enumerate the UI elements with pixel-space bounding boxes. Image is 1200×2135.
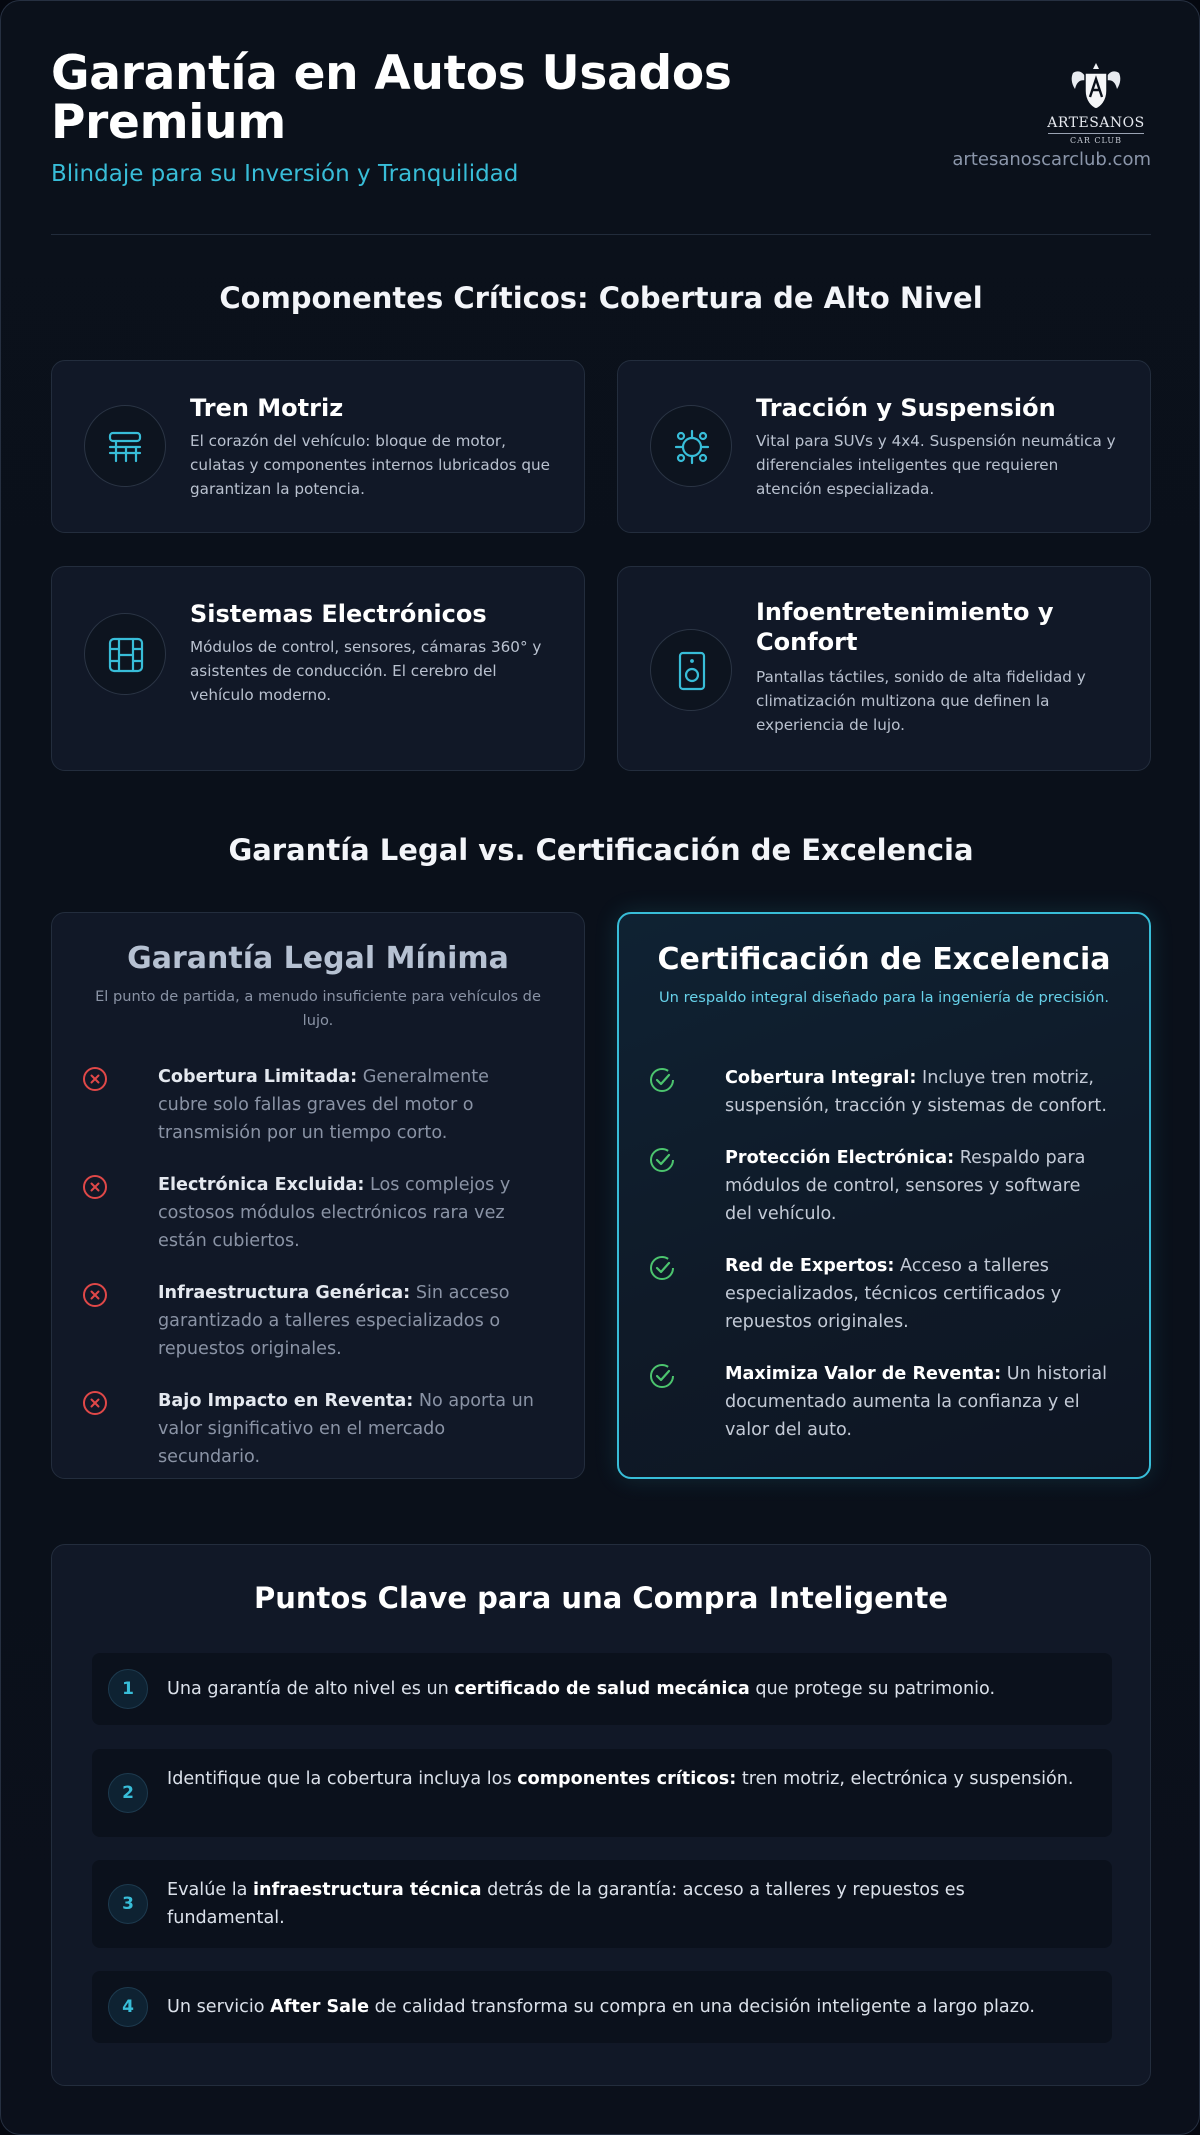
certification-card xyxy=(617,912,1151,1479)
item-label: Bajo Impacto en Reventa: xyxy=(158,1391,414,1411)
component-card-traction xyxy=(617,360,1151,533)
cross-circle-icon xyxy=(82,1066,108,1092)
component-title: Tracción y Suspensión xyxy=(756,394,1056,422)
cert-item xyxy=(649,1252,1109,1336)
component-card-infotainment xyxy=(617,566,1151,771)
logo-name: ARTESANOS xyxy=(1047,115,1145,131)
components-heading: Componentes Críticos: Cobertura de Alto Nivel xyxy=(219,281,983,315)
item-label: Cobertura Limitada: xyxy=(158,1067,358,1087)
step-number: 3 xyxy=(108,1884,148,1924)
component-card-electronics xyxy=(51,566,585,771)
cert-item xyxy=(649,1064,1109,1120)
check-circle-icon xyxy=(649,1067,675,1093)
item-label: Electrónica Excluida: xyxy=(158,1175,365,1195)
item-label: Maximiza Valor de Reventa: xyxy=(725,1364,1002,1384)
cross-circle-icon xyxy=(82,1282,108,1308)
item-text: Sin acceso garantizado a talleres especializados o repuestos originales. xyxy=(158,1283,510,1359)
legal-item xyxy=(82,1387,544,1471)
component-card-powertrain xyxy=(51,360,585,533)
item-text: Acceso a talleres especializados, técnicos certificados y repuestos originales. xyxy=(725,1256,1062,1332)
component-description: Vital para SUVs y 4x4. Suspensión neumática y diferenciales inteligentes que requieren atención especializada. xyxy=(756,432,1116,498)
item-label: Infraestructura Genérica: xyxy=(158,1283,411,1303)
item-text: No aporta un valor significativo en el mercado secundario. xyxy=(158,1391,534,1467)
key-points-heading: Puntos Clave para una Compra Inteligente xyxy=(253,1581,948,1615)
step-text: Un servicio After Sale de calidad transforma su compra en una decisión inteligente a largo plazo. xyxy=(167,1997,1035,2017)
cross-circle-icon xyxy=(82,1390,108,1416)
check-circle-icon xyxy=(649,1363,675,1389)
item-text: Un historial documentado aumenta la confianza y el valor del auto. xyxy=(725,1364,1108,1440)
legal-item xyxy=(82,1171,544,1255)
step-number: 4 xyxy=(108,1987,148,2027)
item-text: Generalmente cubre solo fallas graves del motor o transmisión por un tiempo corto. xyxy=(158,1067,489,1143)
step-number: 1 xyxy=(108,1669,148,1709)
logo-subtitle: CAR CLUB xyxy=(1069,136,1123,145)
component-title: Infoentretenimiento y Confort xyxy=(756,598,1054,656)
page-title: Garantía en Autos Usados Premium xyxy=(51,46,732,150)
legal-warranty-card xyxy=(51,912,585,1479)
engine-icon xyxy=(84,405,166,487)
cert-card-title: Certificación de Excelencia xyxy=(657,942,1111,977)
step-text: Identifique que la cobertura incluya los componentes críticos: tren motriz, electrónica y suspensión. xyxy=(167,1769,1074,1789)
item-label: Cobertura Integral: xyxy=(725,1068,917,1088)
step-text: Evalúe la infraestructura técnica detrás de la garantía: acceso a talleres y repuestos es fundamental. xyxy=(167,1880,965,1928)
legal-item xyxy=(82,1279,544,1363)
step-number: 2 xyxy=(108,1773,148,1813)
key-point-item xyxy=(92,1653,1112,1725)
cert-card-subtitle: Un respaldo integral diseñado para la ingeniería de precisión. xyxy=(659,989,1109,1006)
page-subtitle: Blindaje para su Inversión y Tranquilidad xyxy=(51,161,519,187)
comparison-heading: Garantía Legal vs. Certificación de Excelencia xyxy=(228,833,974,867)
key-point-item xyxy=(92,1860,1112,1948)
cert-item xyxy=(649,1360,1109,1444)
component-title: Sistemas Electrónicos xyxy=(190,600,487,628)
component-description: Pantallas táctiles, sonido de alta fidelidad y climatización multizona que definen la experiencia de lujo. xyxy=(756,668,1086,734)
legal-item xyxy=(82,1063,544,1147)
item-label: Protección Electrónica: xyxy=(725,1148,955,1168)
circuit-board-icon xyxy=(84,613,166,695)
key-point-item xyxy=(92,1971,1112,2043)
legal-card-subtitle: El punto de partida, a menudo insuficiente para vehículos de lujo. xyxy=(95,988,541,1029)
crest-icon xyxy=(1065,59,1127,113)
check-circle-icon xyxy=(649,1255,675,1281)
key-point-item xyxy=(92,1749,1112,1837)
component-description: Módulos de control, sensores, cámaras 360° y asistentes de conducción. El cerebro del vehículo moderno. xyxy=(190,638,542,704)
cert-item xyxy=(649,1144,1109,1228)
speaker-icon xyxy=(650,629,732,711)
cross-circle-icon xyxy=(82,1174,108,1200)
component-title: Tren Motriz xyxy=(190,394,344,422)
logo-rule xyxy=(1048,133,1144,134)
suspension-gear-icon xyxy=(650,405,732,487)
website-link[interactable]: artesanoscarclub.com xyxy=(952,149,1151,170)
item-text: Incluye tren motriz, suspensión, tracción y sistemas de confort. xyxy=(725,1068,1107,1116)
legal-card-title: Garantía Legal Mínima xyxy=(127,941,509,976)
item-text: Respaldo para módulos de control, sensores y software del vehículo. xyxy=(725,1148,1086,1224)
item-text: Los complejos y costosos módulos electrónicos rara vez están cubiertos. xyxy=(158,1175,511,1251)
key-points-card xyxy=(51,1544,1151,2086)
step-text: Una garantía de alto nivel es un certificado de salud mecánica que protege su patrimonio. xyxy=(167,1679,996,1699)
check-circle-icon xyxy=(649,1147,675,1173)
brand-logo[interactable] xyxy=(1041,59,1151,145)
header xyxy=(51,46,1151,189)
component-description: El corazón del vehículo: bloque de motor, culatas y componentes internos lubricados que garantizan la potencia. xyxy=(190,432,550,498)
header-divider xyxy=(51,234,1151,235)
item-label: Red de Expertos: xyxy=(725,1256,895,1276)
